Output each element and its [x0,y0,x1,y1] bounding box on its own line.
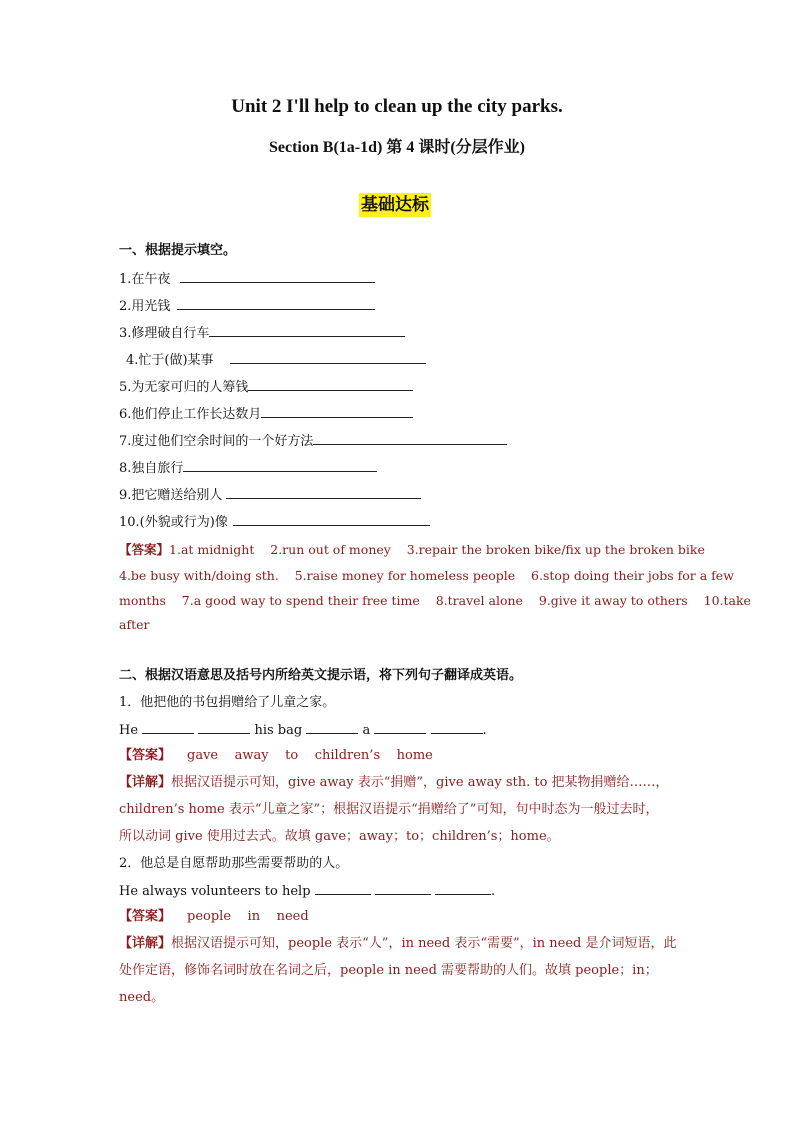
answer-blank[interactable] [233,513,430,526]
answer-blank[interactable] [306,721,358,734]
item-text: 1.在午夜 [119,272,171,287]
item-text: 8.独自旅行 [119,461,184,476]
answer-blank[interactable] [315,882,371,895]
fill-item-2 [119,297,375,316]
answer-blank[interactable] [313,432,507,445]
q2-text-end: . [490,884,496,899]
q1-chinese: 1．他把他的书包捐赠给了儿童之家。 [119,695,336,710]
answer-blank[interactable] [375,882,431,895]
answer-label: 【答案】 [119,909,172,924]
fill-item-4 [126,351,426,370]
q1-answer [119,747,433,765]
q2-chinese: 2．他总是自愿帮助那些需要帮助的人。 [119,856,349,871]
q2-answer [119,908,309,926]
q1-text-start: He [119,723,139,738]
part2-heading: 二、根据汉语意思及括号内所给英文提示语，将下列句子翻译成英语。 [119,668,523,683]
page-title: Unit 2 I'll help to clean up the city parks. [231,96,563,117]
answer-blank[interactable] [374,721,426,734]
answer-blank[interactable] [261,405,413,418]
fill-item-9 [119,486,421,505]
detail-label: 【详解】 [119,775,172,790]
answer-blank[interactable] [230,351,426,364]
answer-blank[interactable] [198,721,250,734]
item-text: 10.(外貌或行为)像 [119,515,228,530]
answer-blank[interactable] [226,486,421,499]
level-badge: 基础达标 [361,195,429,215]
fill-item-8 [119,459,377,478]
item-text: 5.为无家可归的人筹钱 [119,380,249,395]
answer-blank[interactable] [431,721,483,734]
answer-blank[interactable] [248,378,413,391]
q1-text-end: . [482,723,487,738]
item-text: 4.忙于(做)某事 [126,353,214,368]
answer-blank[interactable] [183,459,377,472]
part1-answer-line-1 [119,541,705,559]
fill-item-5 [119,378,413,397]
item-text: 6.他们停止工作长达数月 [119,407,262,422]
item-text: 7.度过他们空余时间的一个好方法 [119,434,314,449]
fill-item-7 [119,432,507,451]
answer-label: 【答案】 [119,748,172,763]
answer-text: 1.at midnight 2.run out of money 3.repair the broken bike/fix up the broken bike [169,542,705,557]
q2-english [119,882,495,901]
part1-answer-line-4: after [119,617,150,632]
item-text: 3.修理破自行车 [119,326,210,341]
q2-detail-line-1 [119,935,677,953]
q2-detail-line-3: need。 [119,990,165,1005]
q1-text-mid1: his bag [254,723,303,738]
answer-blank[interactable] [209,324,405,337]
item-text: 2.用光钱 [119,299,171,314]
answer-blank[interactable] [142,721,194,734]
q1-detail-line-3: 所以动词 give 使用过去式。故填 gave；away；to；children’s；home。 [119,829,560,844]
q1-english [119,721,487,740]
fill-item-1 [119,270,375,289]
q2-text-start: He always volunteers to help [119,884,311,899]
part1-heading: 一、根据提示填空。 [119,243,237,258]
q1-detail-line-2: children’s home 表示“儿童之家”；根据汉语提示“捐赠给了”可知，句中时态为一般过去时， [119,802,659,817]
answer-text: people in need [187,909,309,924]
answer-blank[interactable] [180,270,375,283]
q1-text-mid2: a [362,723,371,738]
q1-detail-line-1 [119,774,669,792]
part1-answer-line-3: months 7.a good way to spend their free time 8.travel alone 9.give it away to others 10.take [119,593,751,608]
fill-item-6 [119,405,413,424]
fill-item-3 [119,324,405,343]
answer-blank[interactable] [435,882,491,895]
answer-label: 【答案】 [119,542,170,557]
detail-label: 【详解】 [119,936,172,951]
part1-answer-line-2: 4.be busy with/doing sth. 5.raise money for homeless people 6.stop doing their jobs for a few [119,568,734,583]
q2-detail-line-2: 处作定语，修饰名词时放在名词之后，people in need 需要帮助的人们。故填 people；in； [119,963,658,978]
answer-text: gave away to children’s home [187,748,433,763]
answer-blank[interactable] [177,297,375,310]
detail-text: 根据汉语提示可知，people 表示“人”，in need 表示“需要”，in need 是介词短语，此 [171,936,677,951]
item-text: 9.把它赠送给别人 [119,488,223,503]
page-subtitle: Section B(1a-1d) 第 4 课时(分层作业) [269,139,525,156]
detail-text: 根据汉语提示可知，give away 表示“捐赠”，give away sth. to 把某物捐赠给……， [171,775,669,790]
fill-item-10 [119,513,430,532]
